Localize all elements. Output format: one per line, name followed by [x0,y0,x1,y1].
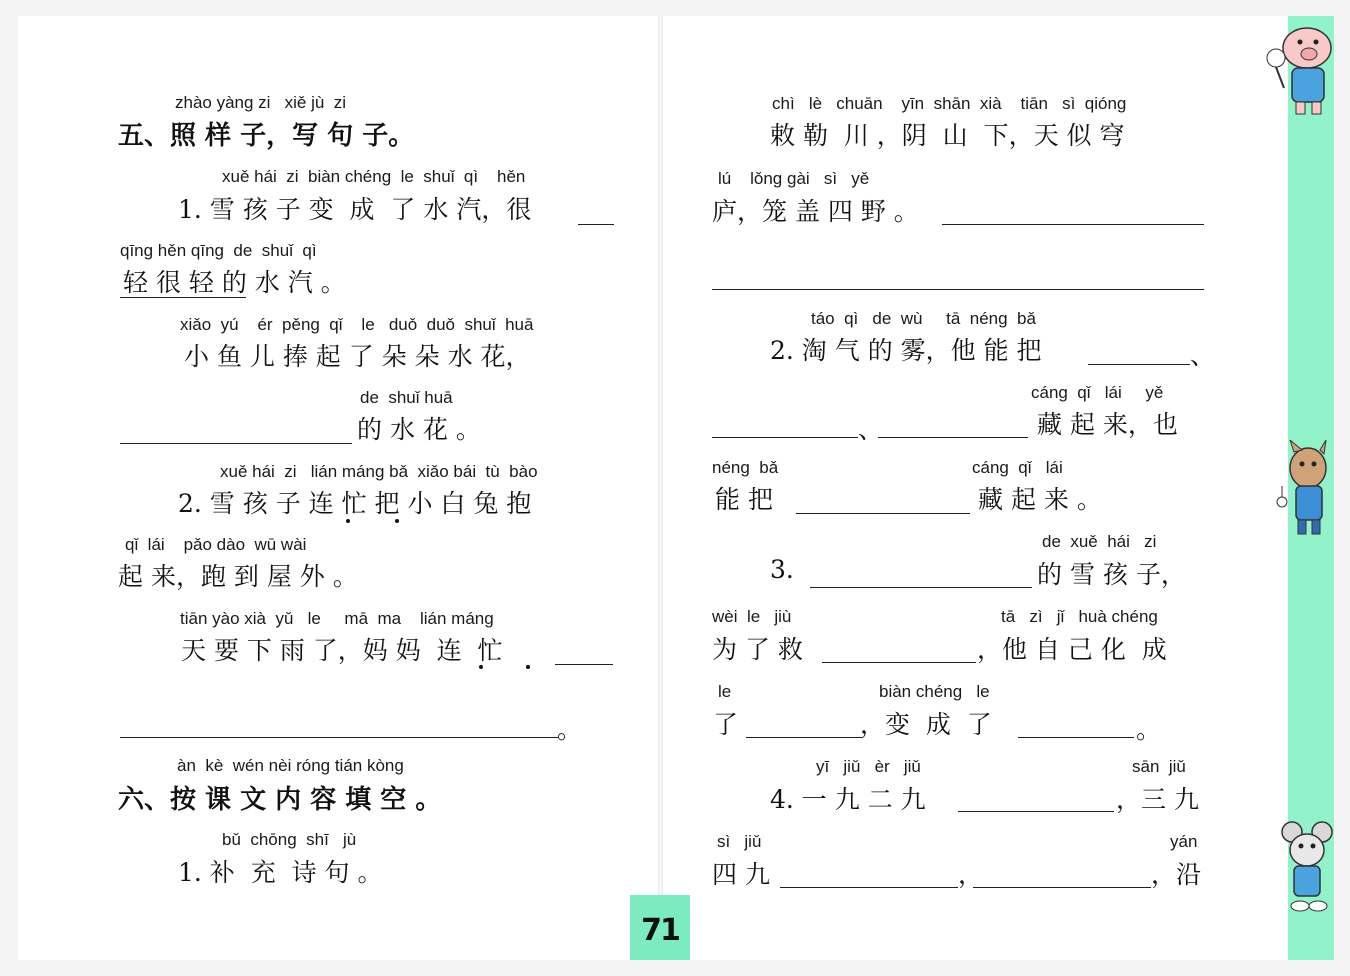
s5q1-answer-blank[interactable] [120,443,352,444]
s6q1-pinyin: bǔ chōng shī jù [222,830,357,849]
r-q4-blank-1[interactable] [958,811,1114,812]
section5-title: 五、照 样 子，写 句 子。 [118,121,415,151]
r-q2-blank-3[interactable] [878,437,1028,438]
s5q2-answer-blank-2[interactable] [120,737,558,738]
poem-line2-pinyin: lú lǒng gài sì yě [718,169,870,188]
r-q2-line3a-pinyin: néng bǎ [712,458,779,477]
r-q3-line3b: ，变 成 了 [860,710,992,739]
r-q3-line3a: 了 [713,710,739,739]
s5q1-line2: 轻 很 轻 的 水 汽 。 [123,268,346,297]
s5q2-line4-end: 。 [557,715,583,744]
section6-title-pinyin: àn kè wén nèi róng tián kòng [177,756,404,775]
s5q2-line1-pinyin: xuě hái zi lián máng bǎ xiǎo bái tù bào [220,462,538,481]
r-q3-blank-4[interactable] [1018,737,1134,738]
s5q1-line3-pinyin: xiǎo yú ér pěng qǐ le duǒ duǒ shuǐ huā [180,315,534,334]
poem-line2: 庐，笼 盖 四 野 。 [712,197,919,226]
section5-title-pinyin: zhào yàng zi xiě jù zi [175,93,347,112]
r-q4-line2c-pinyin: yán [1170,832,1198,851]
poem-answer-blank[interactable] [942,224,1204,225]
r-q4-line1a: 4. 一 九 二 九 [770,785,926,814]
r-q2-line2-pinyin: cáng qǐ lái yě [1031,383,1164,402]
book-spine [658,16,663,960]
emphasis-dot [395,519,399,523]
r-q4-comma: ， [958,860,984,889]
r-q2-line3b: 藏 起 来 。 [978,485,1102,514]
emphasis-dot [346,519,350,523]
r-q3-number: 3. [770,555,794,584]
r-q2-line3a: 能 把 [715,485,773,514]
s5q1-line4: 的 水 花 。 [357,415,481,444]
s5q2-answer-blank[interactable] [555,664,613,665]
r-q2-line1-pinyin: táo qì de wù tā néng bǎ [811,309,1036,328]
emphasis-dot [526,665,530,669]
pig-cartoon-icon [1262,18,1342,118]
r-q4-blank-2[interactable] [780,887,958,888]
r-q3-line3a-pinyin: le [718,682,732,701]
r-q3-blank-3[interactable] [746,737,862,738]
r-q3-line1-pinyin: de xuě hái zi [1042,532,1157,551]
r-q2-sep-2: 、 [858,415,884,444]
r-q4-blank-3[interactable] [973,887,1151,888]
wolf-cartoon-icon [1270,440,1340,540]
s5q2-line2-pinyin: qǐ lái pǎo dào wū wài [125,535,307,554]
r-q2-blank-2[interactable] [712,437,858,438]
poem-answer-blank-2[interactable] [712,289,1204,290]
r-q3-line2b-pinyin: tā zì jǐ huà chéng [1001,607,1158,626]
r-q4-line2a: 四 九 [712,860,770,889]
s5q1-line3: 小 鱼 儿 捧 起 了 朵 朵 水 花， [184,342,531,371]
page-number: 71 [630,895,690,960]
s5q2-line3-pinyin: tiān yào xià yǔ le mā ma lián máng [180,609,494,628]
r-q4-line2a-pinyin: sì jiǔ [717,832,762,851]
r-q3-line3b-pinyin: biàn chéng le [879,682,990,701]
poem-line1: 敕 勒 川 ，阴 山 下，天 似 穹 [770,121,1125,150]
r-q3-line2a-pinyin: wèi le jiù [712,607,792,626]
r-q4-line1b: ，三 九 [1116,785,1199,814]
r-q2-blank-4[interactable] [796,513,970,514]
emphasis-dot [479,665,483,669]
s5q2-line3: 天 要 下 雨 了，妈 妈 连 忙 [181,636,503,665]
r-q4-line2c: ，沿 [1151,860,1202,889]
section6-title: 六、按 课 文 内 容 填 空 。 [118,785,442,815]
s5q2-line1: 2. 雪 孩 子 连 忙 把 小 白 兔 抱 [178,489,532,518]
s5q2-line2: 起 来，跑 到 屋 外 。 [118,562,358,591]
r-q3-blank-1[interactable] [810,587,1032,588]
r-q3-blank-2[interactable] [822,662,976,663]
r-q4-line1b-pinyin: sān jiǔ [1132,757,1186,776]
s5q1-line4-pinyin: de shuǐ huā [360,388,453,407]
s5q1-line1-pinyin: xuě hái zi biàn chéng le shuǐ qì hěn [222,167,526,186]
s5q1-line1: 1. 雪 孩 子 变 成 了 水 汽，很 [178,195,532,224]
s5q1-line2-pinyin: qīng hěn qīng de shuǐ qì [120,241,317,260]
r-q2-line2: 藏 起 来，也 [1037,410,1178,439]
r-q4-line1a-pinyin: yī jiǔ èr jiǔ [816,757,921,776]
poem-line1-pinyin: chì lè chuān yīn shān xià tiān sì qióng [772,94,1127,113]
r-q3-line2b: ，他 自 己 化 成 [977,635,1167,664]
s5q1-example-underline-2 [120,297,246,298]
mouse-cartoon-icon [1272,818,1342,918]
r-q3-line2a: 为 了 救 [712,635,803,664]
r-q3-line1: 的 雪 孩 子， [1037,560,1186,589]
r-q2-sep-1: 、 [1190,341,1216,370]
s5q1-example-underline [578,224,614,225]
s6q1-line: 1. 补 充 诗 句 。 [178,858,383,887]
r-q3-line3-end: 。 [1136,715,1162,744]
r-q2-line1: 2. 淘 气 的 雾，他 能 把 [770,336,1042,365]
r-q2-blank-1[interactable] [1088,364,1190,365]
r-q2-line3b-pinyin: cáng qǐ lái [972,458,1063,477]
